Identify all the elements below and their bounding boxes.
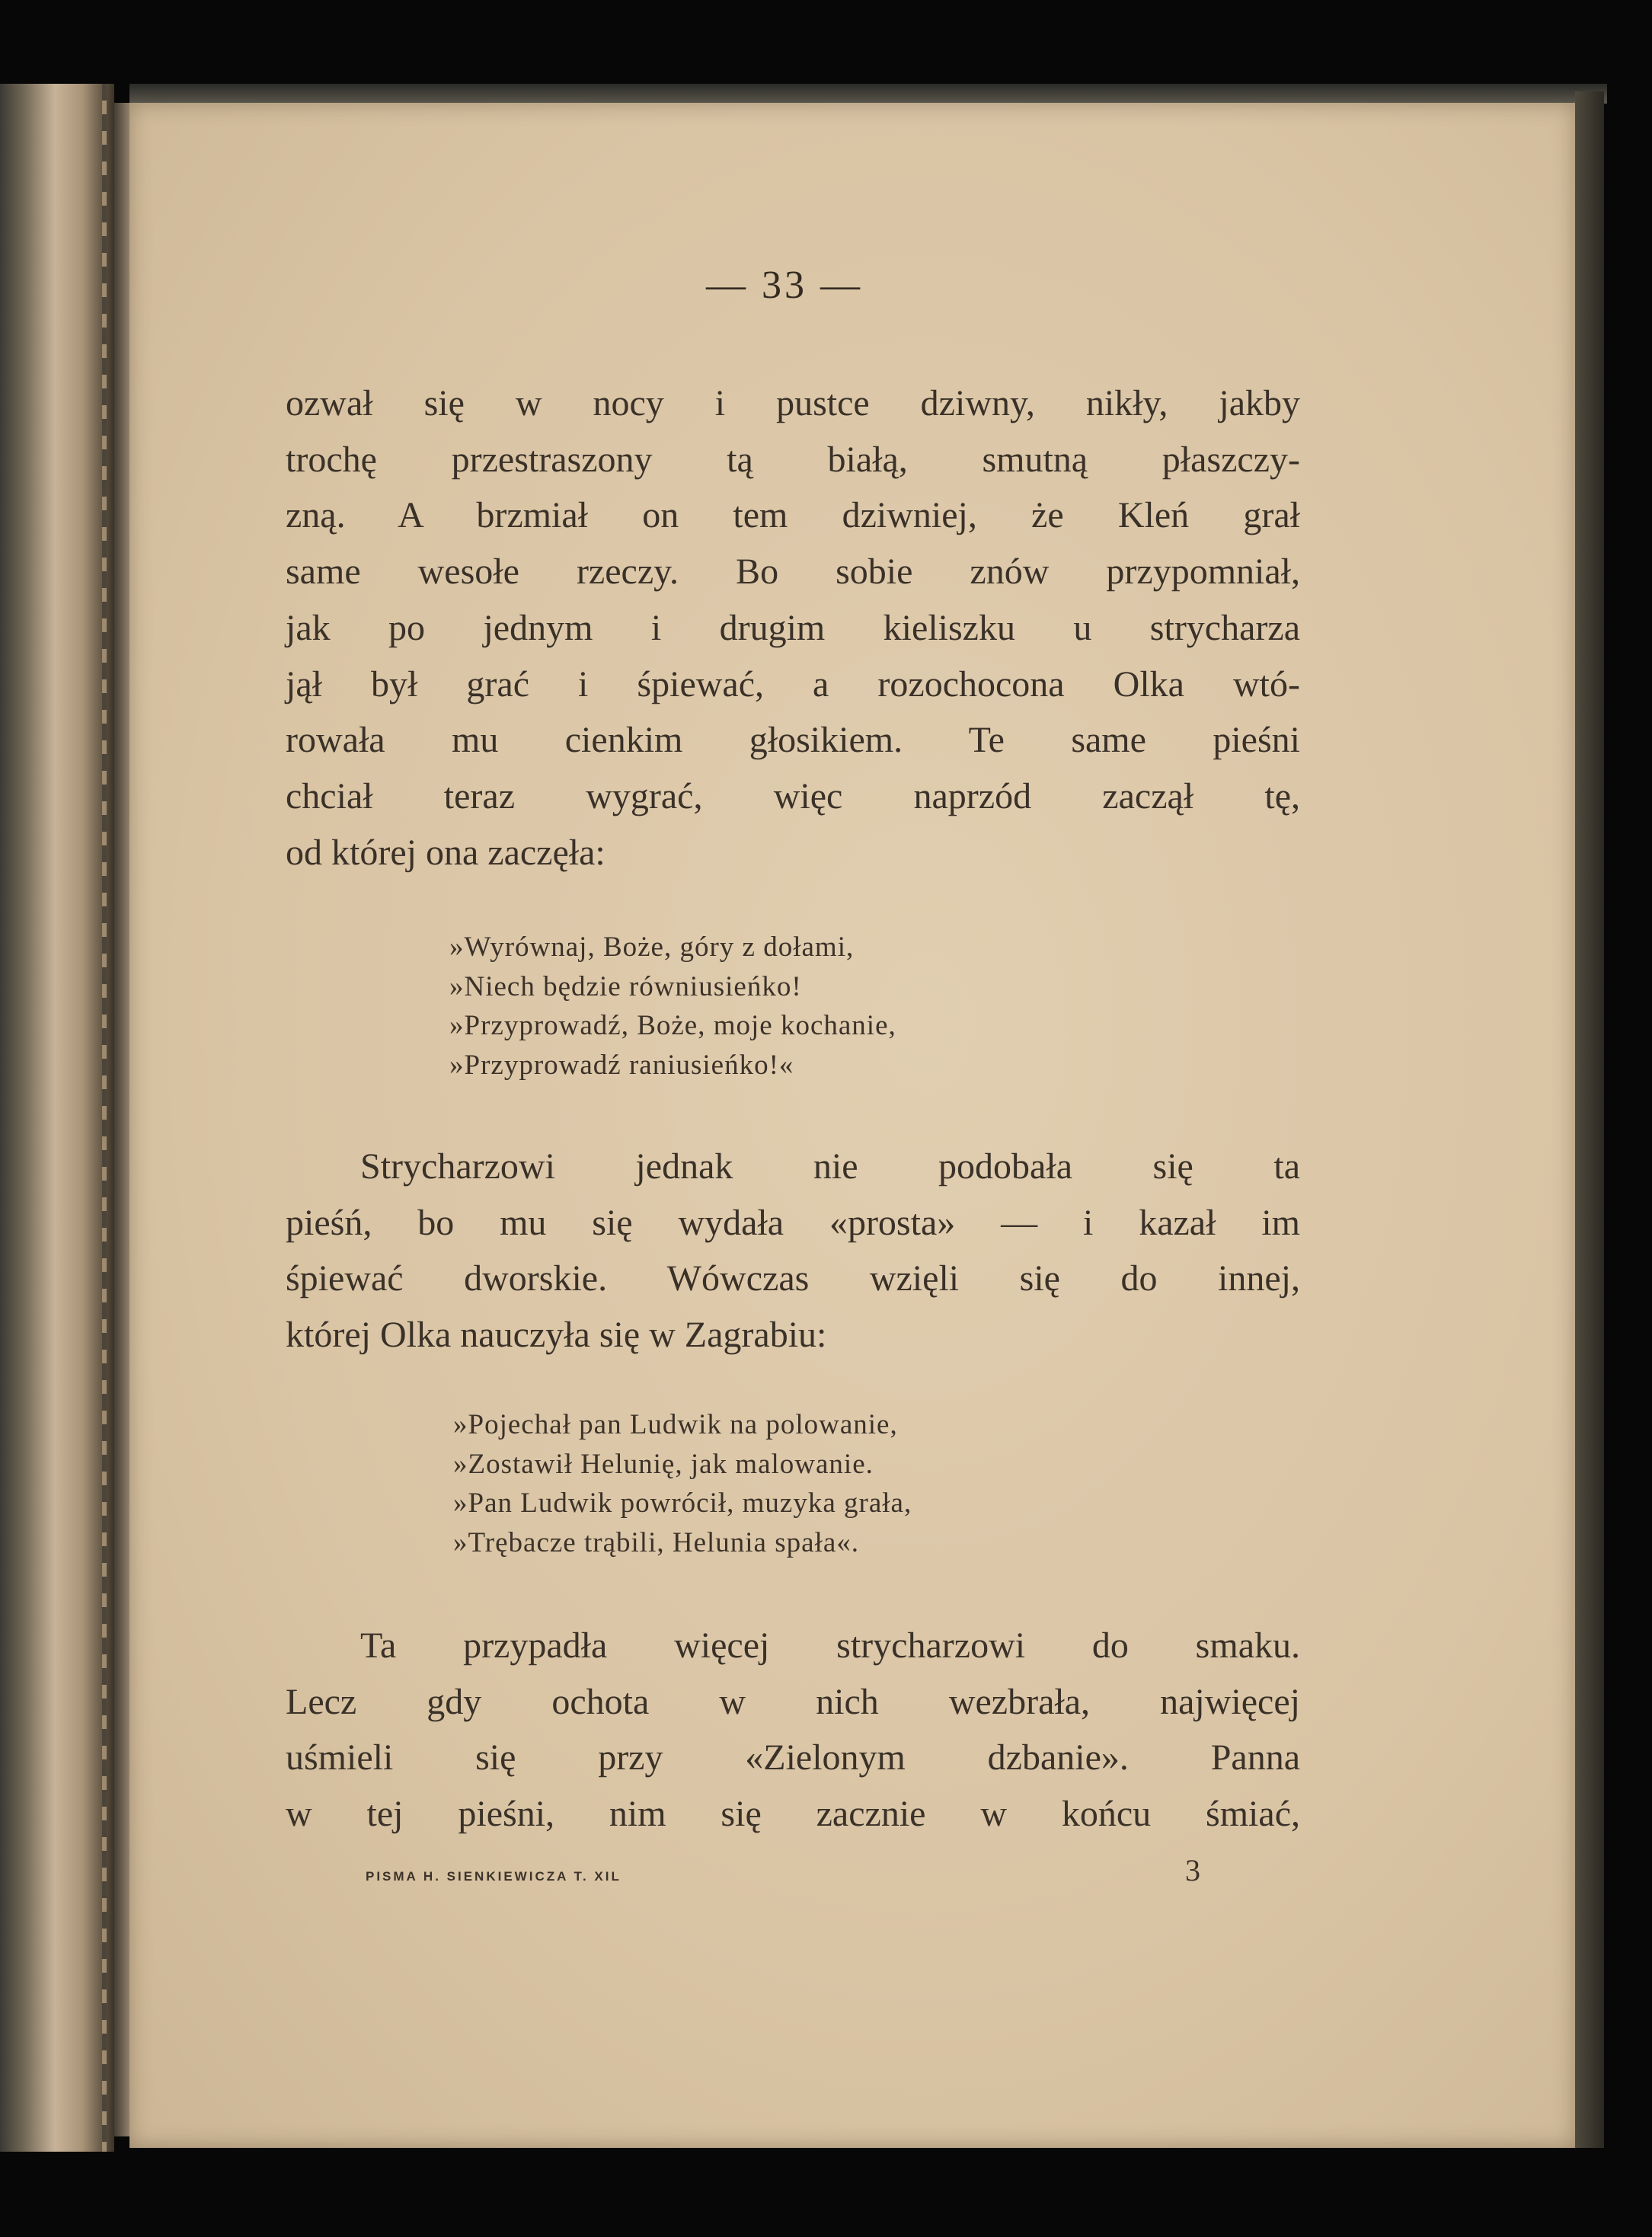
paragraph-1-line-9: od której ona zaczęła: [286, 832, 606, 873]
paragraph-2-line-2: pieśń, bo mu się wydała «prosta» — i kazał im [286, 1202, 1300, 1243]
verse-1-line-4: »Przyprowadź raniusieńko!« [449, 1049, 794, 1081]
verse-2 [453, 1405, 912, 1562]
paragraph-2 [286, 1139, 1300, 1363]
book-top-edge [129, 84, 1607, 104]
paragraph-1-line-2: trochę przestraszony tą białą, smutną płaszczy- [286, 439, 1300, 480]
left-page-edge [0, 84, 114, 2152]
paragraph-1-line-3: zną. A brzmiał on tem dziwniej, że Kleń grał [286, 495, 1300, 536]
paragraph-1-line-5: jak po jednym i drugim kieliszku u strycharza [286, 607, 1300, 648]
footer-imprint: PISMA H. SIENKIEWICZA T. XIL [366, 1869, 621, 1884]
footer-signature-mark: 3 [1185, 1853, 1200, 1887]
verse-1 [449, 928, 896, 1085]
paragraph-3-line-2: Lecz gdy ochota w nich wezbrała, najwięcej [286, 1681, 1300, 1722]
paragraph-1-line-6: jął był grać i śpiewać, a rozochocona Olka wtó- [286, 663, 1300, 705]
paragraph-3 [286, 1618, 1300, 1842]
paragraph-1-line-8: chciał teraz wygrać, więc naprzód zaczął tę, [286, 775, 1300, 817]
verse-2-line-3: »Pan Ludwik powrócił, muzyka grała, [453, 1488, 912, 1519]
verse-2-line-1: »Pojechał pan Ludwik na polowanie, [453, 1409, 898, 1440]
verse-2-line-4: »Trębacze trąbili, Helunia spała«. [453, 1526, 859, 1558]
paragraph-1 [286, 375, 1300, 880]
book-right-edge [1575, 91, 1604, 2148]
paragraph-2-line-4: której Olka nauczyła się w Zagrabiu: [286, 1315, 827, 1356]
paragraph-3-line-4: w tej pieśni, nim się zacznie w końcu śmiać, [286, 1794, 1300, 1835]
paragraph-1-line-7: rowała mu cienkim głosikiem. Te same pieśni [286, 720, 1300, 761]
verse-2-line-2: »Zostawił Helunię, jak malowanie. [453, 1448, 874, 1480]
paragraph-3-line-3: uśmieli się przy «Zielonym dzbanie». Panna [286, 1737, 1300, 1778]
paragraph-1-line-1: ozwał się w nocy i pustce dziwny, nikły, jakby [286, 383, 1300, 423]
paragraph-1-line-4: same wesołe rzeczy. Bo sobie znów przypomniał, [286, 551, 1300, 593]
paragraph-2-line-3: śpiewać dworskie. Wówczas wzięli się do innej, [286, 1258, 1300, 1299]
verse-1-line-1: »Wyrównaj, Boże, góry z dołami, [449, 932, 855, 963]
paragraph-2-line-1: Strycharzowi jednak nie podobała się ta [360, 1146, 1300, 1187]
page-number: — 33 — [706, 264, 863, 307]
paragraph-3-line-1: Ta przypadła więcej strycharzowi do smaku. [360, 1625, 1300, 1666]
verse-1-line-2: »Niech będzie równiusieńko! [449, 970, 802, 1002]
verse-1-line-3: »Przyprowadź, Boże, moje kochanie, [449, 1010, 896, 1041]
